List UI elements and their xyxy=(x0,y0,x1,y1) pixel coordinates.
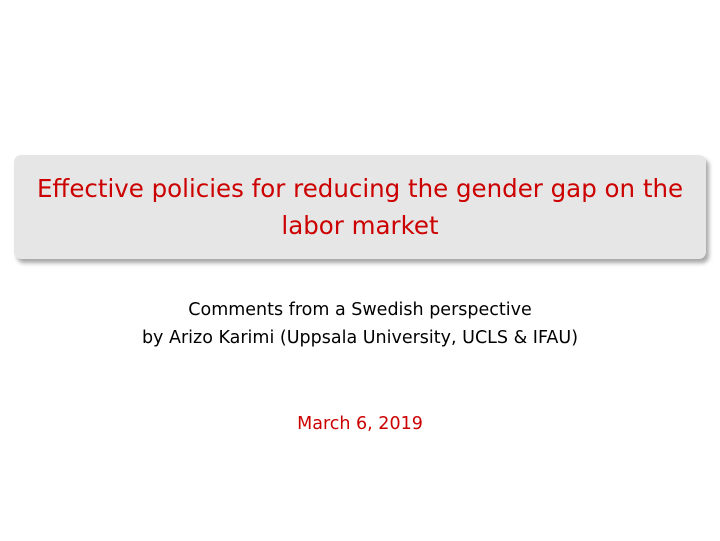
presentation-date: March 6, 2019 xyxy=(297,414,423,434)
subtitle-line-1: Comments from a Swedish perspective xyxy=(188,300,532,320)
author-line: by Arizo Karimi (Uppsala University, UCLS & IFAU) xyxy=(141,328,579,348)
slide-title-line-1: Effective policies for reducing the gender gap on the xyxy=(36,174,684,203)
subtitle-block xyxy=(0,296,720,352)
slide-title-line-2: labor market xyxy=(281,211,439,240)
title-block xyxy=(14,155,706,259)
